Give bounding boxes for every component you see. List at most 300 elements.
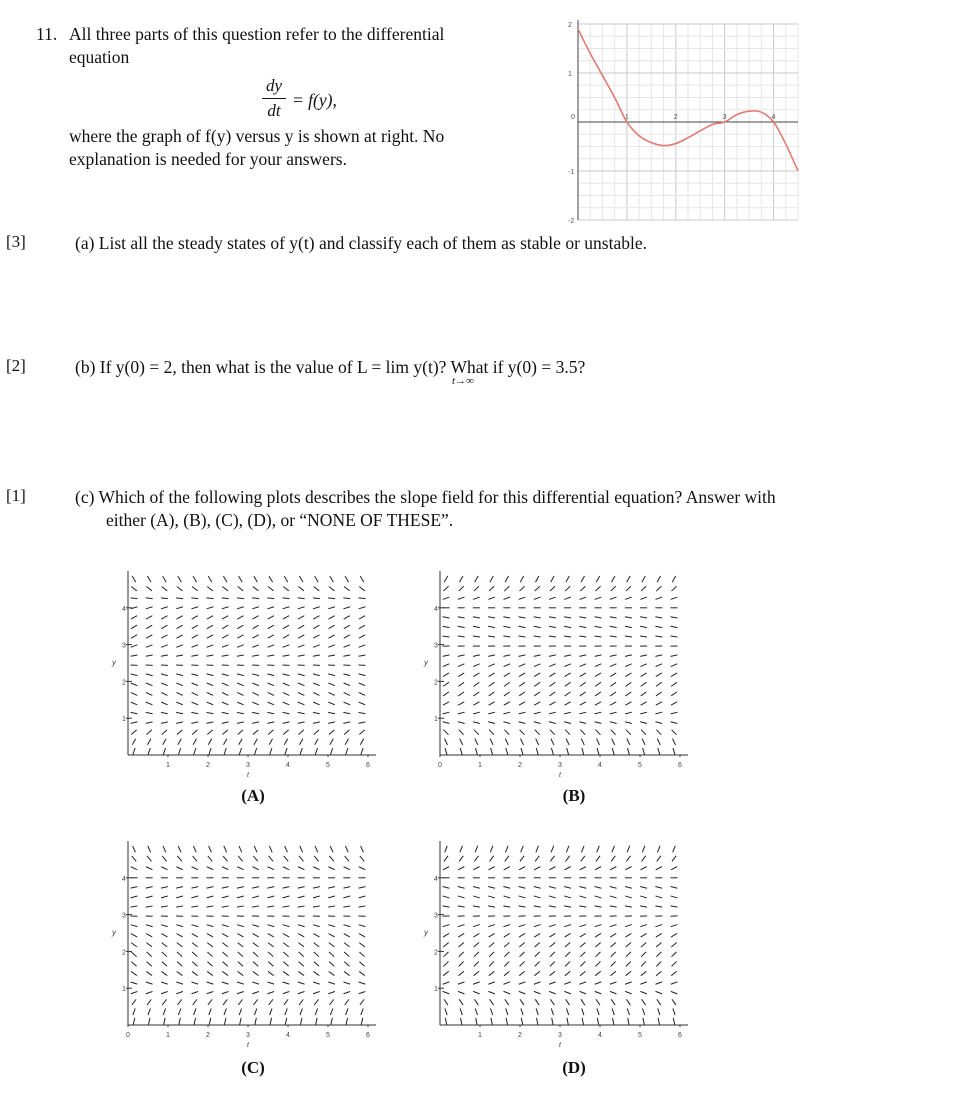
slope-segment xyxy=(534,673,540,677)
slope-segment xyxy=(344,616,350,619)
slope-segment xyxy=(344,625,350,629)
equation-numerator: dy xyxy=(265,76,283,95)
slope-segment xyxy=(549,906,556,907)
slope-segment xyxy=(207,683,213,686)
slope-segment xyxy=(671,722,678,724)
slope-segment xyxy=(268,645,275,647)
slope-segment xyxy=(504,586,509,591)
slope-segment xyxy=(474,952,479,957)
slope-segment xyxy=(459,856,463,862)
slope-segment xyxy=(285,1018,287,1025)
slope-segment xyxy=(443,682,449,686)
slope-segment xyxy=(610,597,617,599)
slope-segment xyxy=(627,748,629,755)
slope-segment xyxy=(595,655,602,657)
slope-segment xyxy=(146,587,152,591)
slope-segment xyxy=(131,991,138,993)
slope-segment xyxy=(343,722,350,723)
slope-segment xyxy=(488,722,495,724)
slope-segment xyxy=(640,664,646,667)
slope-segment xyxy=(191,598,198,599)
slope-segment xyxy=(473,626,480,627)
slope-segment xyxy=(551,748,553,755)
slope-segment xyxy=(298,971,304,975)
part-c-line2: either (A), (B), (C), (D), or “NONE OF THESE”. xyxy=(106,510,454,530)
slope-segment xyxy=(443,636,450,637)
slope-segment xyxy=(359,934,365,937)
slope-segment xyxy=(176,906,183,907)
slope-segment xyxy=(519,664,525,667)
slope-segment xyxy=(313,598,320,599)
slope-segment xyxy=(222,674,229,676)
slope-segment xyxy=(146,887,153,889)
slope-segment xyxy=(503,925,510,927)
slope-segment xyxy=(267,991,274,993)
slope-segment xyxy=(162,587,168,591)
slope-segment xyxy=(238,587,244,591)
slope-segment xyxy=(642,739,645,745)
slope-segment xyxy=(656,933,662,937)
slope-segment xyxy=(330,576,334,582)
slope-segment xyxy=(596,730,601,735)
x-tick-label: 1 xyxy=(478,762,482,769)
y-axis-label: y xyxy=(112,658,116,667)
slope-segment xyxy=(285,846,288,852)
slope-segment xyxy=(178,739,181,745)
slope-segment xyxy=(162,962,167,967)
slope-segment xyxy=(313,934,319,937)
slope-segment xyxy=(359,991,366,993)
slope-segment xyxy=(534,692,540,696)
slope-segment xyxy=(193,739,196,745)
slope-segment xyxy=(658,1018,659,1025)
slope-segment xyxy=(268,934,274,937)
slope-segment xyxy=(506,1008,508,1015)
slope-segment xyxy=(534,702,540,705)
slope-segment xyxy=(146,925,153,927)
slope-segment xyxy=(359,925,366,927)
slope-segment xyxy=(656,961,661,966)
slope-segment xyxy=(283,952,288,957)
slope-segment xyxy=(328,982,335,984)
slope-segment xyxy=(534,982,541,984)
slope-segment xyxy=(475,576,478,582)
slope-segment xyxy=(344,943,350,947)
slope-segment xyxy=(459,943,464,948)
slope-segment xyxy=(473,982,480,984)
slope-segment xyxy=(519,636,526,637)
slope-segment xyxy=(443,702,449,705)
slope-segment xyxy=(359,867,365,870)
slope-segment xyxy=(474,856,478,862)
slope-segment xyxy=(444,856,448,862)
x-tick-label: 3 xyxy=(246,762,250,769)
slope-segment xyxy=(671,682,677,686)
x-tick-label: 2 xyxy=(518,1032,522,1039)
slope-segment xyxy=(579,626,586,627)
slope-segment xyxy=(161,934,167,937)
slope-segment xyxy=(192,625,198,629)
slope-segment xyxy=(253,625,259,629)
slope-segment xyxy=(564,982,571,984)
slope-segment xyxy=(579,655,586,657)
slope-segment xyxy=(643,1018,644,1025)
slope-segment xyxy=(490,1008,492,1015)
slope-segment xyxy=(223,739,226,745)
slope-segment xyxy=(626,943,631,948)
slope-segment xyxy=(610,673,616,677)
slope-segment xyxy=(161,896,168,898)
slope-segment xyxy=(443,906,450,907)
slope-segment xyxy=(283,683,289,686)
slope-segment xyxy=(344,645,351,647)
slope-segment xyxy=(503,626,510,627)
slope-segment xyxy=(610,933,616,937)
part-c-line1: (c) Which of the following plots describes the slope field for this differential equation? Answer with xyxy=(75,487,776,507)
slope-segment xyxy=(222,655,229,656)
slope-segment xyxy=(519,991,526,994)
slope-segment xyxy=(549,722,556,724)
slope-segment xyxy=(207,702,213,705)
slope-segment xyxy=(209,1008,211,1015)
slope-segment xyxy=(328,598,335,599)
slope-segment xyxy=(595,887,602,889)
slope-segment xyxy=(253,635,259,638)
slope-segment xyxy=(193,856,197,861)
slope-segment xyxy=(641,692,647,696)
slope-segment xyxy=(459,730,464,735)
slope-segment xyxy=(641,943,646,948)
slope-segment xyxy=(519,982,526,984)
slope-segment xyxy=(566,846,569,853)
slope-segment xyxy=(345,846,348,852)
slope-segment xyxy=(313,645,320,647)
slope-segment xyxy=(283,925,290,927)
slope-segment xyxy=(222,896,229,898)
slope-segment xyxy=(146,934,152,937)
slope-segment xyxy=(626,730,631,735)
slope-segment xyxy=(595,702,601,705)
slope-segment xyxy=(253,616,259,619)
slope-segment xyxy=(343,712,350,713)
slope-segment xyxy=(131,934,137,937)
slope-segment xyxy=(626,586,631,591)
slope-segment xyxy=(315,576,319,582)
slope-segment xyxy=(300,846,303,852)
slope-segment xyxy=(269,739,272,745)
slope-segment xyxy=(268,952,273,957)
slope-segment xyxy=(564,655,571,657)
slope-segment xyxy=(161,867,167,870)
slope-segment xyxy=(237,616,243,619)
slope-segment xyxy=(345,856,349,861)
slope-segment xyxy=(489,933,495,937)
slope-segment xyxy=(504,933,510,937)
plot-a-label: (A) xyxy=(241,786,265,805)
slope-segment xyxy=(176,692,182,695)
x-tick-label: 5 xyxy=(326,762,330,769)
slope-segment xyxy=(223,952,228,957)
slope-segment xyxy=(314,587,320,591)
slope-segment xyxy=(671,887,678,889)
slope-segment xyxy=(579,636,586,637)
slope-segment xyxy=(504,991,511,994)
slope-segment xyxy=(488,636,495,637)
slope-segment xyxy=(268,971,274,975)
slope-segment xyxy=(519,712,526,714)
slope-segment xyxy=(504,982,511,984)
slope-segment xyxy=(131,867,137,870)
slope-segment xyxy=(612,739,615,745)
slope-segment xyxy=(610,722,617,724)
x-tick-label: 5 xyxy=(638,762,642,769)
slope-segment xyxy=(626,682,632,686)
slope-segment xyxy=(359,692,365,695)
slope-segment xyxy=(192,635,198,638)
slope-segment xyxy=(237,887,244,889)
slope-segment xyxy=(283,692,289,695)
slope-segment xyxy=(443,925,450,927)
slope-segment xyxy=(209,846,212,852)
slope-segment xyxy=(565,943,570,948)
y-tick-label: -1 xyxy=(568,169,575,176)
slope-segment xyxy=(252,683,258,686)
slope-segment xyxy=(222,925,229,927)
slope-segment xyxy=(549,636,556,637)
slope-segment xyxy=(131,635,137,638)
slope-segment xyxy=(207,587,213,591)
slope-segment xyxy=(252,598,259,599)
slope-segment xyxy=(269,576,273,582)
slope-segment xyxy=(534,933,540,937)
slope-segment xyxy=(459,952,464,957)
slope-segment xyxy=(443,597,450,599)
slope-segment xyxy=(177,952,182,957)
slope-segment xyxy=(520,961,525,966)
x-tick-label: 4 xyxy=(598,1032,602,1039)
slope-segment xyxy=(504,664,510,667)
slope-segment xyxy=(316,1018,318,1025)
slope-segment xyxy=(656,867,662,870)
slope-segment xyxy=(207,906,214,907)
slope-segment xyxy=(473,655,480,657)
slope-segment xyxy=(329,943,335,947)
slope-segment xyxy=(131,655,138,656)
slope-segment xyxy=(146,674,153,676)
slope-segment xyxy=(488,664,494,667)
slope-segment xyxy=(359,655,366,656)
slope-segment xyxy=(565,971,570,975)
y-tick-label: 1 xyxy=(434,716,438,724)
slope-segment xyxy=(445,1018,446,1025)
slope-segment xyxy=(252,607,259,609)
slope-segment xyxy=(238,730,243,735)
slope-segment xyxy=(657,999,661,1005)
slope-segment xyxy=(611,999,615,1005)
slope-segment xyxy=(313,635,319,638)
slope-segment xyxy=(283,702,289,705)
slope-segment xyxy=(146,943,152,947)
slope-segment xyxy=(626,971,631,975)
slope-segment xyxy=(536,748,538,755)
slope-segment xyxy=(521,1018,522,1025)
slope-segment xyxy=(298,683,304,686)
slope-segment xyxy=(162,730,167,735)
slope-segment xyxy=(640,982,647,984)
slope-segment xyxy=(300,1018,302,1025)
slope-segment xyxy=(268,625,274,629)
slope-segment xyxy=(625,933,631,937)
slope-segment xyxy=(252,906,259,907)
slope-segment xyxy=(207,887,214,889)
slope-segment xyxy=(222,982,229,984)
slope-segment xyxy=(473,867,479,870)
slope-segment xyxy=(191,674,198,676)
slope-segment xyxy=(673,748,675,755)
slope-segment xyxy=(252,925,259,927)
slope-segment xyxy=(580,943,585,948)
slope-segment xyxy=(671,586,676,591)
slope-segment xyxy=(580,692,586,696)
slope-segment xyxy=(519,896,526,898)
fy-graph xyxy=(558,10,803,228)
x-tick-label: 4 xyxy=(771,114,776,121)
slope-segment xyxy=(640,712,647,714)
slope-segment xyxy=(564,722,571,724)
slope-segment xyxy=(238,943,244,947)
slope-segment xyxy=(655,636,662,637)
slope-segment xyxy=(315,748,317,755)
slope-segment xyxy=(328,925,335,927)
slope-segment xyxy=(443,617,450,618)
slope-segment xyxy=(146,692,152,695)
slope-segment xyxy=(161,702,167,705)
slope-segment xyxy=(132,576,136,582)
slope-segment xyxy=(458,887,465,889)
slope-segment xyxy=(252,645,259,647)
slope-segment xyxy=(161,635,167,638)
x-tick-label: 2 xyxy=(518,762,522,769)
slope-field-plot-d xyxy=(420,833,700,1048)
slope-segment xyxy=(315,739,318,745)
slope-segment xyxy=(671,933,677,937)
slope-segment xyxy=(504,692,510,696)
slope-segment xyxy=(656,730,661,735)
slope-segment xyxy=(520,952,525,957)
slope-segment xyxy=(283,982,290,984)
slope-segment xyxy=(671,991,678,994)
slope-segment xyxy=(207,722,214,723)
slope-segment xyxy=(503,655,510,657)
slope-segment xyxy=(505,739,508,745)
slope-segment xyxy=(133,748,135,755)
slope-segment xyxy=(222,598,229,599)
x-tick-label: 3 xyxy=(558,762,562,769)
slope-segment xyxy=(146,971,152,975)
slope-segment xyxy=(237,683,243,686)
slope-segment xyxy=(314,856,318,861)
slope-segment xyxy=(343,982,350,984)
x-tick-label: 4 xyxy=(598,762,602,769)
slope-segment xyxy=(549,617,556,618)
slope-segment xyxy=(176,896,183,898)
slope-segment xyxy=(345,576,349,582)
slope-segment xyxy=(458,933,464,937)
slope-segment xyxy=(658,748,660,755)
slope-segment xyxy=(359,607,366,609)
slope-segment xyxy=(625,925,632,927)
slope-segment xyxy=(298,702,304,705)
slope-segment xyxy=(443,626,450,627)
slope-segment xyxy=(534,896,541,898)
slope-segment xyxy=(473,906,480,907)
slope-segment xyxy=(488,617,495,618)
slope-segment xyxy=(458,896,465,898)
slope-segment xyxy=(519,722,526,724)
slope-segment xyxy=(671,692,677,696)
slope-segment xyxy=(298,616,304,619)
slope-segment xyxy=(595,943,600,948)
slope-segment xyxy=(283,896,290,898)
slope-segment xyxy=(580,664,586,667)
slope-segment xyxy=(580,867,586,870)
slope-segment xyxy=(359,982,366,984)
slope-segment xyxy=(146,635,152,638)
slope-segment xyxy=(222,645,229,647)
slope-segment xyxy=(223,999,227,1005)
slope-segment xyxy=(298,906,305,907)
slope-segment xyxy=(535,999,539,1005)
slope-segment xyxy=(489,730,494,735)
slope-segment xyxy=(238,999,242,1005)
slope-segment xyxy=(641,730,646,735)
slope-segment xyxy=(161,625,167,629)
slope-segment xyxy=(361,846,364,852)
slope-segment xyxy=(161,906,168,907)
slope-segment xyxy=(564,626,571,627)
slope-segment xyxy=(656,673,662,677)
slope-segment xyxy=(283,674,290,676)
slope-segment xyxy=(147,962,152,967)
slope-segment xyxy=(313,683,319,686)
slope-segment xyxy=(549,597,556,599)
slope-segment xyxy=(298,943,304,947)
slope-segment xyxy=(343,598,350,599)
slope-segment xyxy=(253,587,259,591)
slope-segment xyxy=(176,887,183,889)
slope-segment xyxy=(641,971,646,975)
slope-segment xyxy=(359,598,366,599)
slope-segment xyxy=(549,896,556,898)
slope-segment xyxy=(193,999,197,1005)
y-tick-label: 4 xyxy=(122,875,126,883)
slope-segment xyxy=(148,748,150,755)
slope-segment xyxy=(549,867,555,870)
slope-segment xyxy=(253,952,258,957)
slope-segment xyxy=(330,846,333,852)
slope-segment xyxy=(161,616,167,619)
slope-segment xyxy=(596,952,601,957)
slope-segment xyxy=(490,856,494,862)
slope-segment xyxy=(254,1008,256,1015)
slope-segment xyxy=(595,692,601,696)
slope-segment xyxy=(489,682,495,686)
slope-segment xyxy=(268,867,274,870)
slope-segment xyxy=(237,722,244,723)
slope-segment xyxy=(655,712,662,714)
slope-segment xyxy=(535,952,540,957)
slope-segment xyxy=(642,576,645,582)
